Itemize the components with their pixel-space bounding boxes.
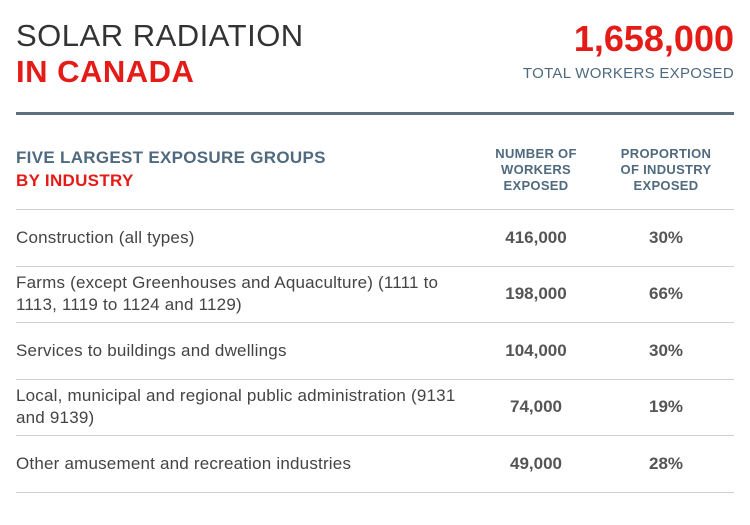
proportion-exposed-value: 30% <box>648 340 684 360</box>
page-title <box>16 18 304 90</box>
column-header-workers <box>476 146 596 194</box>
title-line-2: IN CANADA <box>16 54 195 89</box>
section-heading: FIVE LARGEST EXPOSURE GROUPS <box>16 148 326 167</box>
proportion-exposed-value: 28% <box>648 453 684 473</box>
proportion-exposed-value: 30% <box>648 227 684 247</box>
column-header-workers-line-1: NUMBER OF <box>495 146 577 161</box>
proportion-exposed-value: 19% <box>648 397 684 417</box>
table-row <box>16 436 734 493</box>
column-header-workers-line-2: WORKERS <box>501 162 571 177</box>
workers-exposed-value: 104,000 <box>505 340 567 360</box>
column-header-proportion-line-3: EXPOSED <box>633 178 699 193</box>
title-line-1: SOLAR RADIATION <box>16 18 304 53</box>
workers-exposed-value: 49,000 <box>510 453 562 473</box>
total-summary <box>523 18 734 82</box>
industry-label: Construction (all types) <box>16 227 195 247</box>
industry-label: Local, municipal and regional public administration (9131 and 9139) <box>16 386 456 428</box>
industry-label: Other amusement and recreation industries <box>16 453 352 473</box>
table-header <box>16 146 734 208</box>
industry-table <box>16 209 734 493</box>
industry-label: Services to buildings and dwellings <box>16 340 287 360</box>
workers-exposed-value: 198,000 <box>505 284 567 304</box>
header-divider <box>16 112 734 115</box>
table-row <box>16 267 734 324</box>
column-header-proportion-line-1: PROPORTION <box>620 146 712 161</box>
column-header-workers-line-3: EXPOSED <box>503 178 569 193</box>
column-header-proportion-line-2: OF INDUSTRY <box>620 162 712 177</box>
workers-exposed-value: 416,000 <box>505 227 567 247</box>
proportion-exposed-value: 66% <box>648 284 684 304</box>
table-row <box>16 323 734 380</box>
industry-label: Farms (except Greenhouses and Aquaculture) (1111 to 1113, 1119 to 1124 and 1129) <box>16 273 439 315</box>
section-subheading: BY INDUSTRY <box>16 171 134 190</box>
total-workers-label: TOTAL WORKERS EXPOSED <box>522 65 734 82</box>
column-header-proportion <box>604 146 728 194</box>
workers-exposed-value: 74,000 <box>510 397 562 417</box>
total-workers-value: 1,658,000 <box>573 18 734 59</box>
table-row <box>16 380 734 437</box>
table-row <box>16 210 734 267</box>
